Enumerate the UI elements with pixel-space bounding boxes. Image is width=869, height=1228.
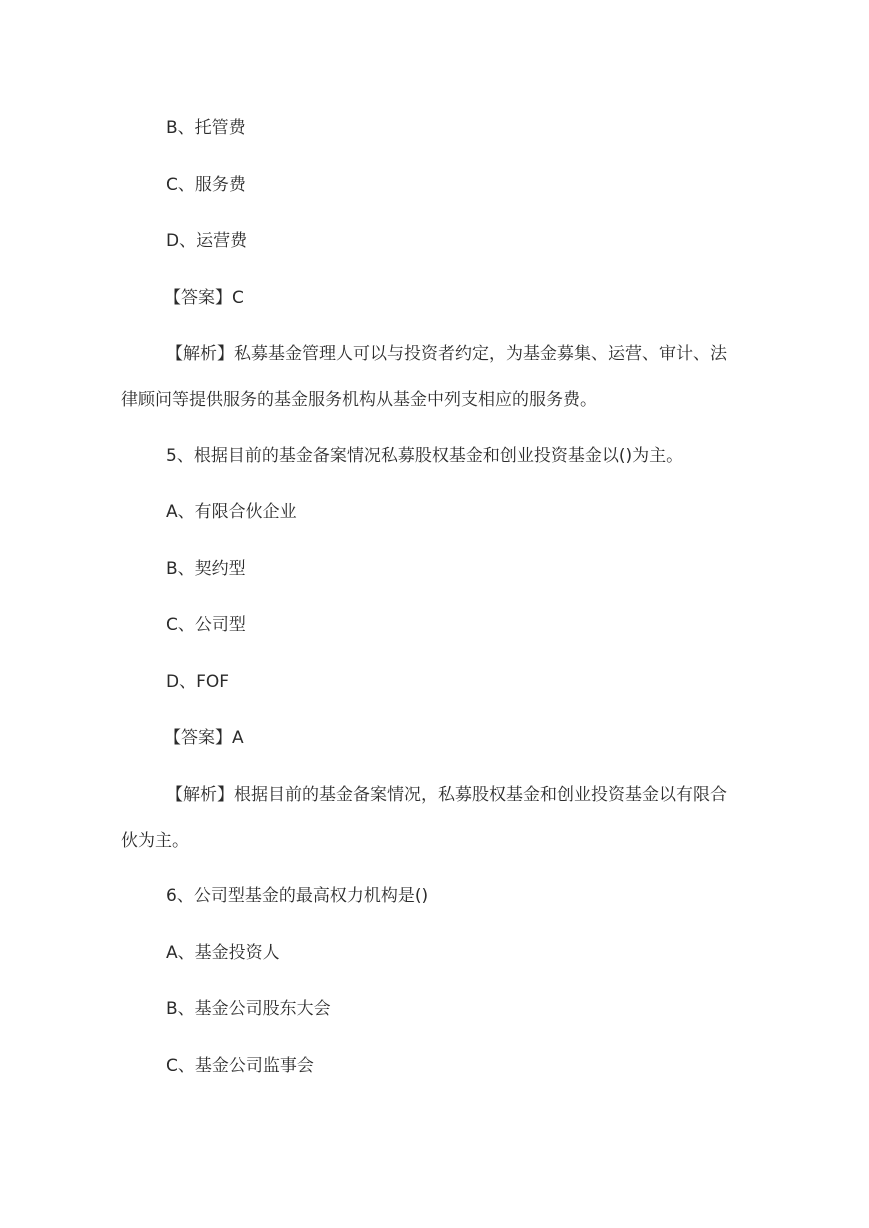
q6-question: 6、公司型基金的最高权力机构是(): [166, 886, 429, 906]
q5-analysis-line1: 【解析】根据目前的基金备案情况，私募股权基金和创业投资基金以有限合: [166, 785, 727, 805]
q4-option-c: C、服务费: [166, 175, 246, 195]
q5-analysis-line2: 伙为主。: [121, 831, 189, 851]
q5-option-a: A、有限合伙企业: [166, 502, 297, 522]
q5-option-d: D、FOF: [166, 672, 230, 692]
q4-analysis-line1: 【解析】私募基金管理人可以与投资者约定，为基金募集、运营、审计、法: [166, 344, 727, 364]
q4-option-b: B、托管费: [166, 118, 246, 138]
q6-option-b: B、基金公司股东大会: [166, 999, 331, 1019]
q4-option-d: D、运营费: [166, 231, 248, 251]
q4-answer: 【答案】C: [164, 288, 244, 308]
q5-question: 5、根据目前的基金备案情况私募股权基金和创业投资基金以()为主。: [166, 446, 684, 466]
q6-option-a: A、基金投资人: [166, 943, 280, 963]
q6-option-c: C、基金公司监事会: [166, 1056, 314, 1076]
q4-analysis-line2: 律顾问等提供服务的基金服务机构从基金中列支相应的服务费。: [121, 390, 597, 410]
q5-option-b: B、契约型: [166, 559, 246, 579]
q5-answer: 【答案】A: [164, 728, 244, 748]
q5-option-c: C、公司型: [166, 615, 246, 635]
